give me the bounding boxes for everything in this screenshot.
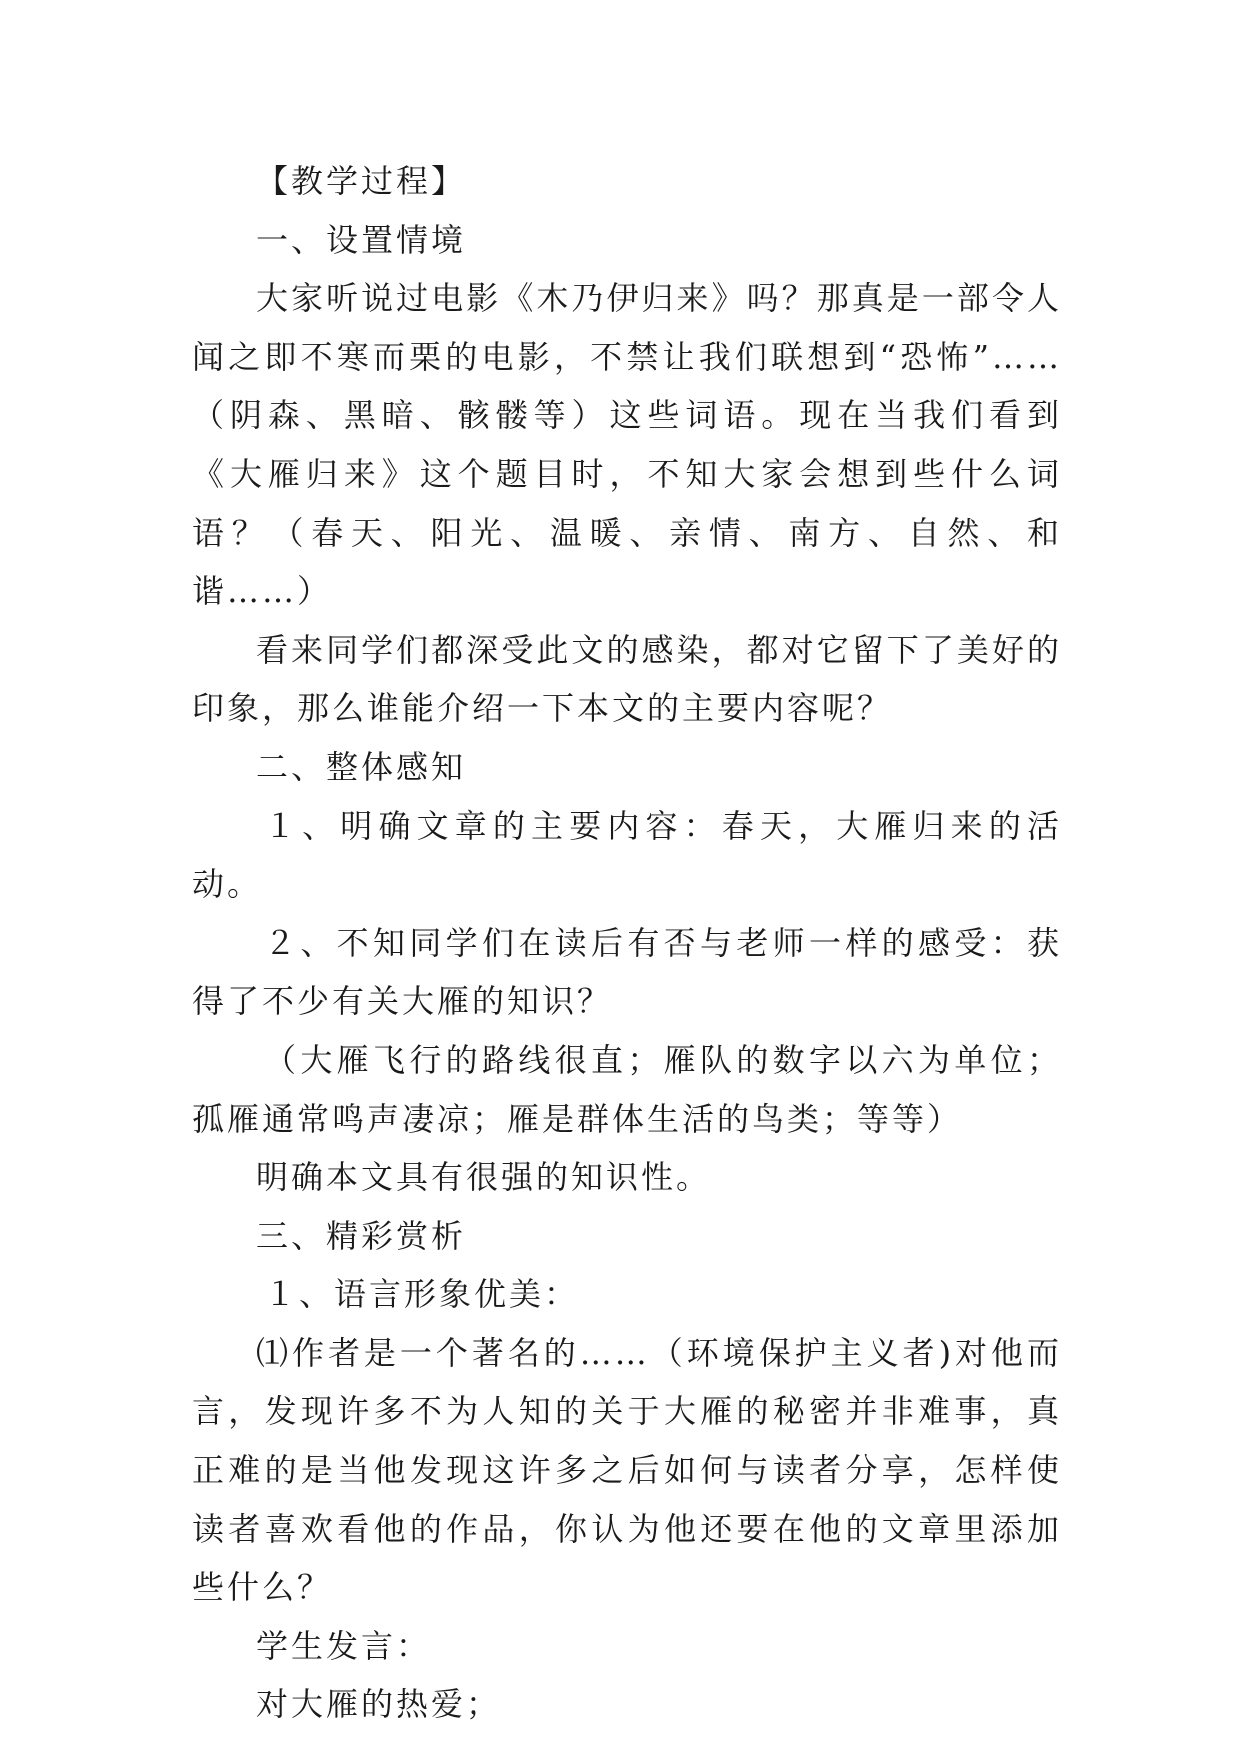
document-body (192, 152, 1062, 1734)
section-heading-3: 三、精彩赏析 (256, 1216, 467, 1255)
paragraph-author: ⑴作者是一个著名的……（环境保护主义者)对他而言，发现许多不为人知的关于大雁的秘密并非难事，真正难的是当他发现这许多之后如何与读者分享，怎样使读者喜欢看他的作品，你认为他还要在他的文章里添加些什么？ (192, 1333, 1062, 1607)
paragraph-conclusion: 明确本文具有很强的知识性。 (256, 1158, 712, 1197)
paragraph-question: 看来同学们都深受此文的感染，都对它留下了美好的印象，那么谁能介绍一下本文的主要内容呢？ (192, 630, 1062, 728)
list-item-2: ２、不知同学们在读后有否与老师一样的感受：获得了不少有关大雁的知识？ (192, 923, 1062, 1021)
paragraph-intro: 大家听说过电影《木乃伊归来》吗？那真是一部令人闻之即不寒而栗的电影，不禁让我们联想到“恐怖”……（阴森、黑暗、骸髅等）这些词语。现在当我们看到《大雁归来》这个题目时，不知大家会想到些什么词语？（春天、阳光、温暖、亲情、南方、自然、和谐……） (192, 279, 1062, 611)
section-heading-teaching-process: 【教学过程】 (256, 162, 467, 200)
list-item-language: １、语言形象优美： (264, 1275, 580, 1314)
list-item-1: １、明确文章的主要内容：春天，大雁归来的活动。 (192, 806, 1062, 904)
section-heading-2: 二、整体感知 (256, 747, 467, 786)
section-heading-1: 一、设置情境 (256, 220, 467, 259)
paragraph-notes: （大雁飞行的路线很直；雁队的数字以六为单位；孤雁通常鸣声凄凉；雁是群体生活的鸟类；等等） (192, 1040, 1062, 1138)
paragraph-student-speech: 学生发言： (256, 1626, 432, 1665)
paragraph-love: 对大雁的热爱； (256, 1685, 502, 1724)
